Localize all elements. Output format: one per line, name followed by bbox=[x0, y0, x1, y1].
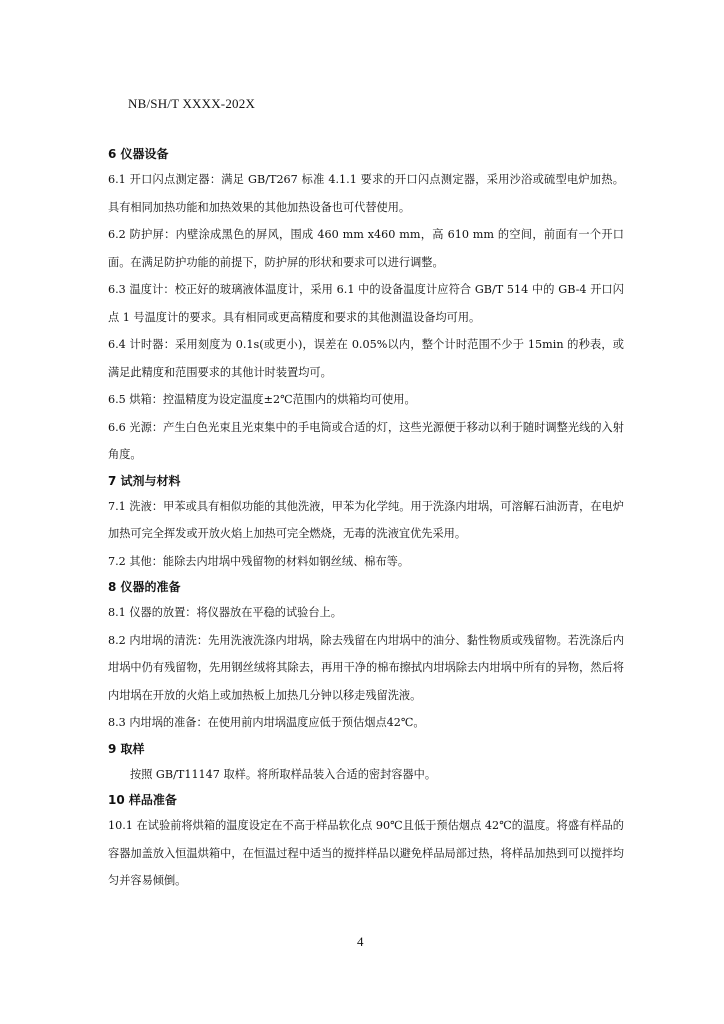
paragraph-9: 按照 GB/T11147 取样。将所取样品装入合适的密封容器中。 bbox=[130, 767, 437, 781]
paragraph-8-2: 8.2 内坩埚的清洗：先用洗液洗涤内坩埚，除去残留在内坩埚中的油分、黏性物质或残留物。若洗涤后内坩埚中仍有残留物，先用钢丝绒将其除去，再用干净的棉布擦拭内坩埚除去内坩埚中所有的异物，然后将内坩埚在开放的火焰上或加热板上加热几分钟以移走残留洗液。 bbox=[108, 633, 624, 702]
paragraph-7-2: 7.2 其他：能除去内坩埚中残留物的材料如钢丝绒、棉布等。 bbox=[108, 554, 410, 568]
paragraph-10-1: 10.1 在试验前将烘箱的温度设定在不高于样品软化点 90℃且低于预估烟点 42℃的温度。将盛有样品的容器加盖放入恒温烘箱中，在恒温过程中适当的搅拌样品以避免样品局部过热，将样品加热到可以搅拌均匀并容易倾倒。 bbox=[108, 819, 624, 887]
section-9 bbox=[108, 737, 624, 789]
section-7 bbox=[108, 469, 624, 576]
paragraph-6-2: 6.2 防护屏：内壁涂成黑色的屏风，围成 460 mm x460 mm，高 610 mm 的空间，前面有一个开口面。在满足防护功能的前提下，防护屏的形状和要求可以进行调整。 bbox=[108, 228, 624, 269]
paragraph-6-3: 6.3 温度计：校正好的玻璃液体温度计，采用 6.1 中的设备温度计应符合 GB/T 514 中的 GB-4 开口闪点 1 号温度计的要求。具有相同或更高精度和要求的其他测温设备均可用。 bbox=[108, 283, 624, 324]
section-heading: 10 样品准备 bbox=[108, 793, 177, 807]
section-heading: 7 试剂与材料 bbox=[108, 473, 181, 488]
section-10 bbox=[108, 788, 624, 895]
section-6 bbox=[108, 142, 624, 469]
paragraph-6-6: 6.6 光源：产生白色光束且光束集中的手电筒或合适的灯，这些光源便于移动以利于随时调整光线的入射角度。 bbox=[108, 420, 624, 461]
document-id: NB/SH/T XXXX-202X bbox=[128, 96, 256, 111]
paragraph-6-4: 6.4 计时器：采用刻度为 0.1s(或更小)，误差在 0.05%以内，整个计时范围不少于 15min 的秒表，或满足此精度和范围要求的其他计时装置均可。 bbox=[108, 338, 624, 379]
section-heading: 6 仪器设备 bbox=[108, 147, 169, 161]
section-8 bbox=[108, 575, 624, 737]
paragraph-8-3: 8.3 内坩埚的准备：在使用前内坩埚温度应低于预估烟点42℃。 bbox=[108, 716, 425, 729]
section-heading: 9 取样 bbox=[108, 741, 145, 756]
section-heading: 8 仪器的准备 bbox=[108, 580, 181, 594]
paragraph-6-1: 6.1 开口闪点测定器：满足 GB/T267 标准 4.1.1 要求的开口闪点测定器，采用沙浴或硫型电炉加热。具有相同加热功能和加热效果的其他加热设备也可代替使用。 bbox=[108, 173, 624, 214]
paragraph-8-1: 8.1 仪器的放置：将仪器放在平稳的试验台上。 bbox=[108, 606, 342, 619]
paragraph-6-5: 6.5 烘箱：控温精度为设定温度±2℃范围内的烘箱均可使用。 bbox=[108, 393, 416, 406]
page-number: 4 bbox=[357, 934, 364, 949]
document-body bbox=[108, 142, 624, 895]
paragraph-7-1: 7.1 洗液：甲苯或具有相似功能的其他洗液，甲苯为化学纯。用于洗涤内坩埚，可溶解石油沥青，在电炉加热可完全挥发或开放火焰上加热可完全燃烧，无毒的洗液宜优先采用。 bbox=[108, 499, 624, 540]
